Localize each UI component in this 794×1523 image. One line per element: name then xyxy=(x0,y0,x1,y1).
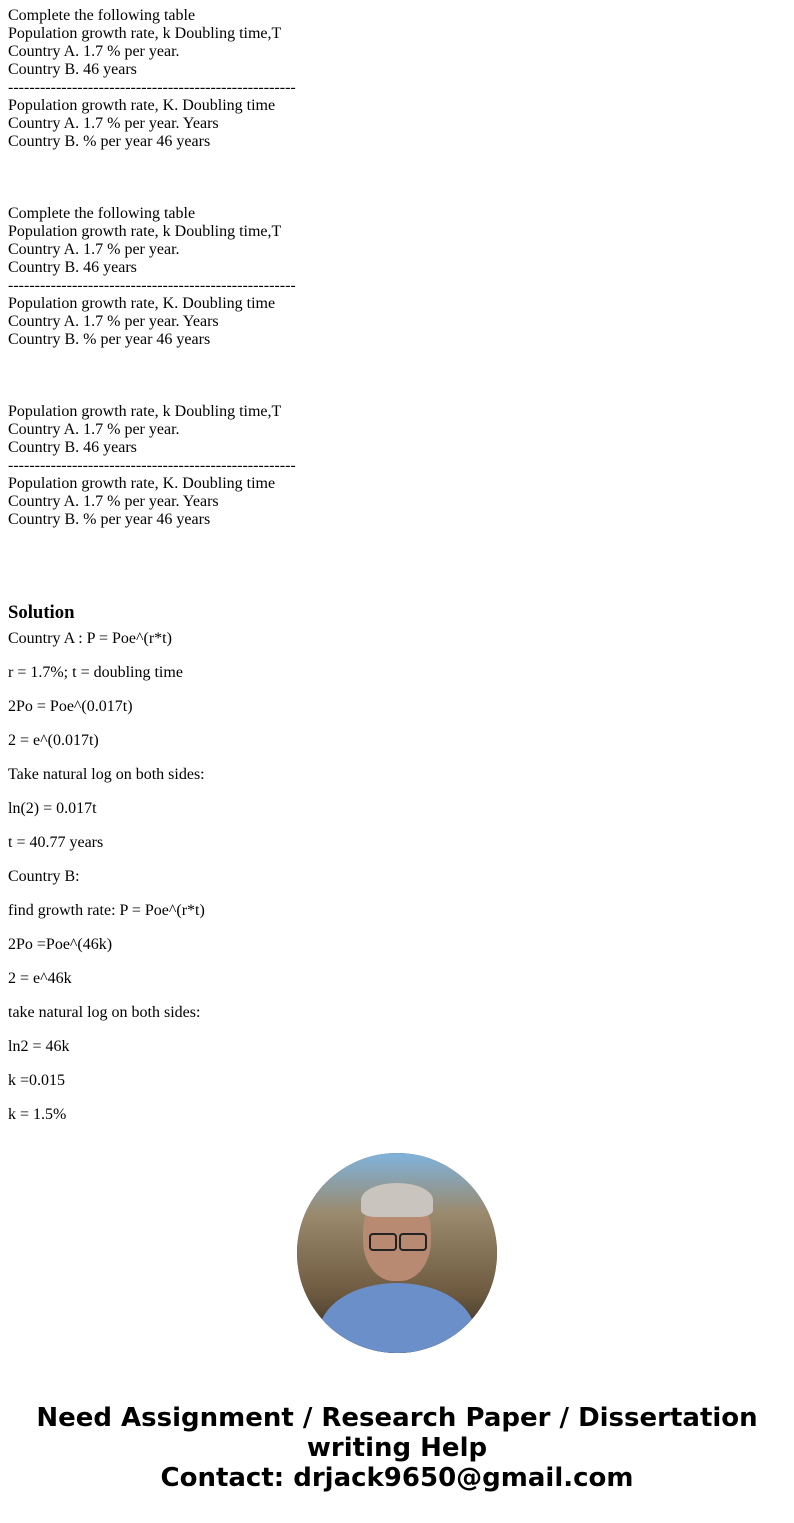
solution-line: Take natural log on both sides: xyxy=(8,766,205,783)
question-block-1 xyxy=(8,7,788,151)
solution-line: r = 1.7%; t = doubling time xyxy=(8,664,183,681)
text-line: Population growth rate, k Doubling time,T xyxy=(8,223,282,240)
divider-line: ------------------------------------------------------ xyxy=(8,79,296,96)
text-line: Country B. 46 years xyxy=(8,61,137,78)
solution-line: 2 = e^(0.017t) xyxy=(8,732,99,749)
ad-line-1: Need Assignment / Research Paper / Dissertation xyxy=(36,1403,758,1433)
solution-line: find growth rate: P = Poe^(r*t) xyxy=(8,902,205,919)
text-line: Complete the following table xyxy=(8,205,196,222)
text-line: Country A. 1.7 % per year. Years xyxy=(8,313,219,330)
text-line: Population growth rate, K. Doubling time xyxy=(8,97,276,114)
solution-line: take natural log on both sides: xyxy=(8,1004,201,1021)
text-line: Country A. 1.7 % per year. Years xyxy=(8,493,219,510)
text-line: Population growth rate, K. Doubling time xyxy=(8,475,276,492)
solution-line: k = 1.5% xyxy=(8,1106,67,1120)
text-line: Country B. 46 years xyxy=(8,439,137,456)
ad-contact: Contact: drjack9650@gmail.com xyxy=(160,1463,634,1493)
solution-line: t = 40.77 years xyxy=(8,834,104,851)
text-line: Country B. % per year 46 years xyxy=(8,511,211,528)
text-line: Country B. 46 years xyxy=(8,259,137,276)
ad-text xyxy=(0,1403,794,1493)
solution-line: Country B: xyxy=(8,868,80,885)
question-block-2 xyxy=(8,205,788,349)
text-line: Population growth rate, K. Doubling time xyxy=(8,295,276,312)
divider-line: ------------------------------------------------------ xyxy=(8,277,296,294)
avatar xyxy=(297,1153,497,1353)
text-line: Population growth rate, k Doubling time,T xyxy=(8,403,282,420)
document xyxy=(8,7,788,1120)
question-block-3 xyxy=(8,403,788,529)
text-line: Country A. 1.7 % per year. xyxy=(8,421,180,438)
text-line: Country A. 1.7 % per year. Years xyxy=(8,115,219,132)
solution-line: 2Po = Poe^(0.017t) xyxy=(8,698,133,715)
ad-section xyxy=(0,1153,794,1493)
text-line: Country A. 1.7 % per year. xyxy=(8,43,180,60)
solution-heading: Solution xyxy=(8,602,75,623)
divider-line: ------------------------------------------------------ xyxy=(8,457,296,474)
text-line: Country B. % per year 46 years xyxy=(8,133,211,150)
solution-body xyxy=(8,630,788,1120)
text-line: Complete the following table xyxy=(8,7,196,24)
text-line: Population growth rate, k Doubling time,T xyxy=(8,25,282,42)
solution-line: ln(2) = 0.017t xyxy=(8,800,97,817)
solution-line: 2Po =Poe^(46k) xyxy=(8,936,113,953)
solution-line: k =0.015 xyxy=(8,1072,66,1089)
solution-line: Country A : P = Poe^(r*t) xyxy=(8,630,172,647)
text-line: Country B. % per year 46 years xyxy=(8,331,211,348)
solution-line: 2 = e^46k xyxy=(8,970,72,987)
text-line: Country A. 1.7 % per year. xyxy=(8,241,180,258)
ad-line-2: writing Help xyxy=(306,1433,488,1463)
solution-line: ln2 = 46k xyxy=(8,1038,70,1055)
